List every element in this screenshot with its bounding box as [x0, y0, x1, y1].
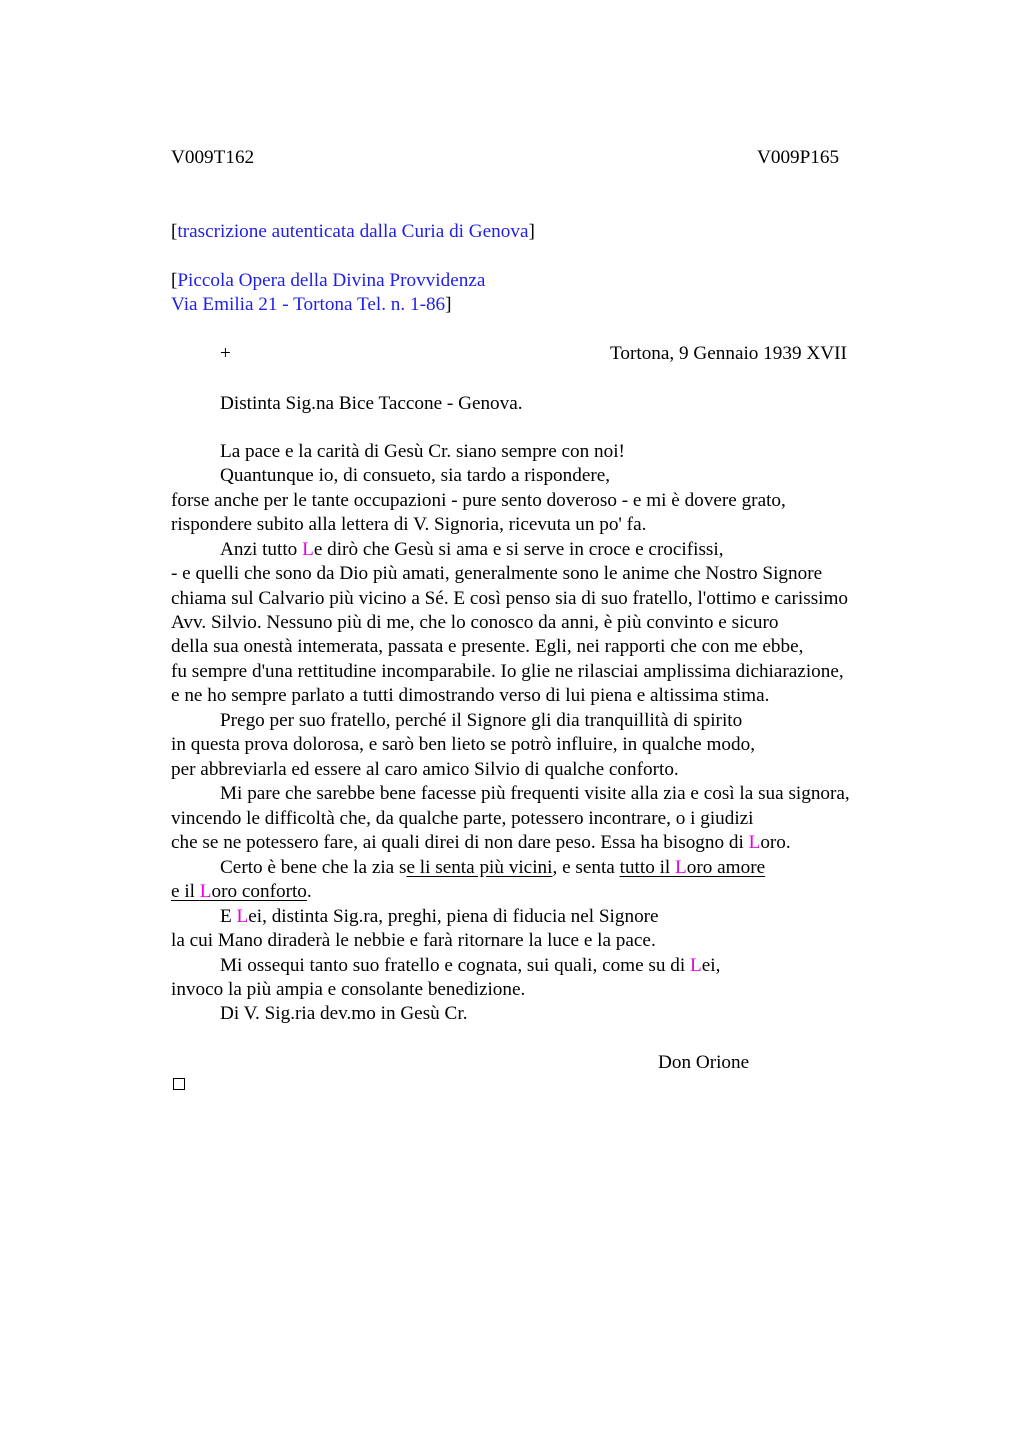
body-line — [171, 831, 791, 855]
place-date: Tortona, 9 Gennaio 1939 XVII — [610, 343, 847, 364]
body-line: Prego per suo fratello, perché il Signore gli dia tranquillità di spirito — [220, 710, 743, 731]
letterhead-organization: Piccola Opera della Divina Provvidenza — [177, 270, 486, 291]
highlighted-capital: L — [302, 539, 314, 560]
header-right-code: V009P165 — [757, 147, 840, 168]
body-line: Avv. Silvio. Nessuno più di me, che lo conosco da anni, è più convinto e sicuro — [171, 612, 779, 633]
highlighted-capital: L — [199, 881, 212, 902]
body-line — [220, 905, 659, 929]
highlighted-capital: L — [236, 906, 249, 927]
header-left-code: V009T162 — [171, 147, 255, 168]
text-run: oro conforto — [211, 881, 307, 902]
body-line: rispondere subito alla lettera di V. Signoria, ricevuta un po' fa. — [171, 514, 647, 535]
body-line: Quantunque io, di consueto, sia tardo a rispondere, — [220, 465, 611, 486]
authentication-note — [171, 220, 535, 244]
text-run: Mi ossequi tanto suo fratello e cognata, sui quali, come su di — [220, 955, 691, 976]
text-run: che se ne potessero fare, ai quali direi di non dare peso. Essa ha bisogno di — [171, 832, 749, 853]
underlined-text: e li senta più vicini — [406, 857, 553, 878]
signature: Don Orione — [658, 1052, 750, 1073]
highlighted-capital: L — [675, 857, 687, 878]
body-line: Di V. Sig.ria dev.mo in Gesù Cr. — [220, 1003, 468, 1024]
text-run: E — [220, 906, 237, 927]
body-line — [220, 954, 720, 978]
cross-icon: + — [220, 343, 231, 364]
letterhead-address: Via Emilia 21 - Tortona Tel. n. 1-86 — [171, 294, 446, 315]
bracket-close: ] — [528, 221, 535, 242]
bracket-open: [ — [171, 221, 178, 242]
text-run: Certo è bene che la zia s — [220, 857, 407, 878]
underlined-text — [620, 857, 766, 878]
body-line: della sua onestà intemerata, passata e presente. Egli, nei rapporti che con me ebbe, — [171, 636, 804, 657]
body-line: e ne ho sempre parlato a tutti dimostrando verso di lui piena e altissima stima. — [171, 685, 770, 706]
underlined-text — [171, 881, 307, 902]
text-run: ei, distinta Sig.ra, preghi, piena di fiducia nel Signore — [248, 906, 659, 927]
bracket-close: ] — [445, 294, 452, 315]
letterhead-note-line2 — [171, 293, 452, 317]
text-run: e il — [171, 881, 200, 902]
text-run: oro amore — [686, 857, 766, 878]
body-line: fu sempre d'una rettitudine incomparabile. Io glie ne rilasciai amplissima dichiarazione, — [171, 661, 844, 682]
body-line — [220, 538, 724, 562]
text-run: ei, — [701, 955, 721, 976]
text-run: , e senta — [552, 857, 620, 878]
body-line: invoco la più ampia e consolante benedizione. — [171, 979, 526, 1000]
highlighted-capital: L — [690, 955, 702, 976]
body-line: La pace e la carità di Gesù Cr. siano sempre con noi! — [220, 441, 625, 462]
authentication-note-text: trascrizione autenticata dalla Curia di Genova — [177, 221, 529, 242]
body-line — [171, 880, 312, 904]
body-line: per abbreviarla ed essere al caro amico Silvio di qualche conforto. — [171, 759, 679, 780]
body-line: Mi pare che sarebbe bene facesse più frequenti visite alla zia e così la sua signora, — [220, 783, 850, 804]
text-run: oro. — [760, 832, 791, 853]
body-line: la cui Mano diraderà le nebbie e farà ritornare la luce e la pace. — [171, 930, 656, 951]
highlighted-capital: L — [748, 832, 761, 853]
text-run: e dirò che Gesù si ama e si serve in croce e crocifissi, — [313, 539, 724, 560]
text-run: tutto il — [619, 857, 676, 878]
body-line: forse anche per le tante occupazioni - pure sento doveroso - e mi è dovere grato, — [171, 490, 786, 511]
body-line: vincendo le difficoltà che, da qualche parte, potessero incontrare, o i giudizi — [171, 808, 754, 829]
checkbox-square-icon — [173, 1078, 185, 1090]
body-line — [220, 856, 765, 880]
text-run: . — [306, 881, 312, 902]
letterhead-note-line1 — [171, 269, 485, 293]
body-line: chiama sul Calvario più vicino a Sé. E così penso sia di suo fratello, l'ottimo e carissimo — [171, 588, 849, 609]
body-line: - e quelli che sono da Dio più amati, generalmente sono le anime che Nostro Signore — [171, 563, 823, 584]
salutation: Distinta Sig.na Bice Taccone - Genova. — [220, 393, 523, 414]
body-line: in questa prova dolorosa, e sarò ben lieto se potrò influire, in qualche modo, — [171, 734, 756, 755]
text-run: Anzi tutto — [220, 539, 303, 560]
bracket-open: [ — [171, 270, 178, 291]
